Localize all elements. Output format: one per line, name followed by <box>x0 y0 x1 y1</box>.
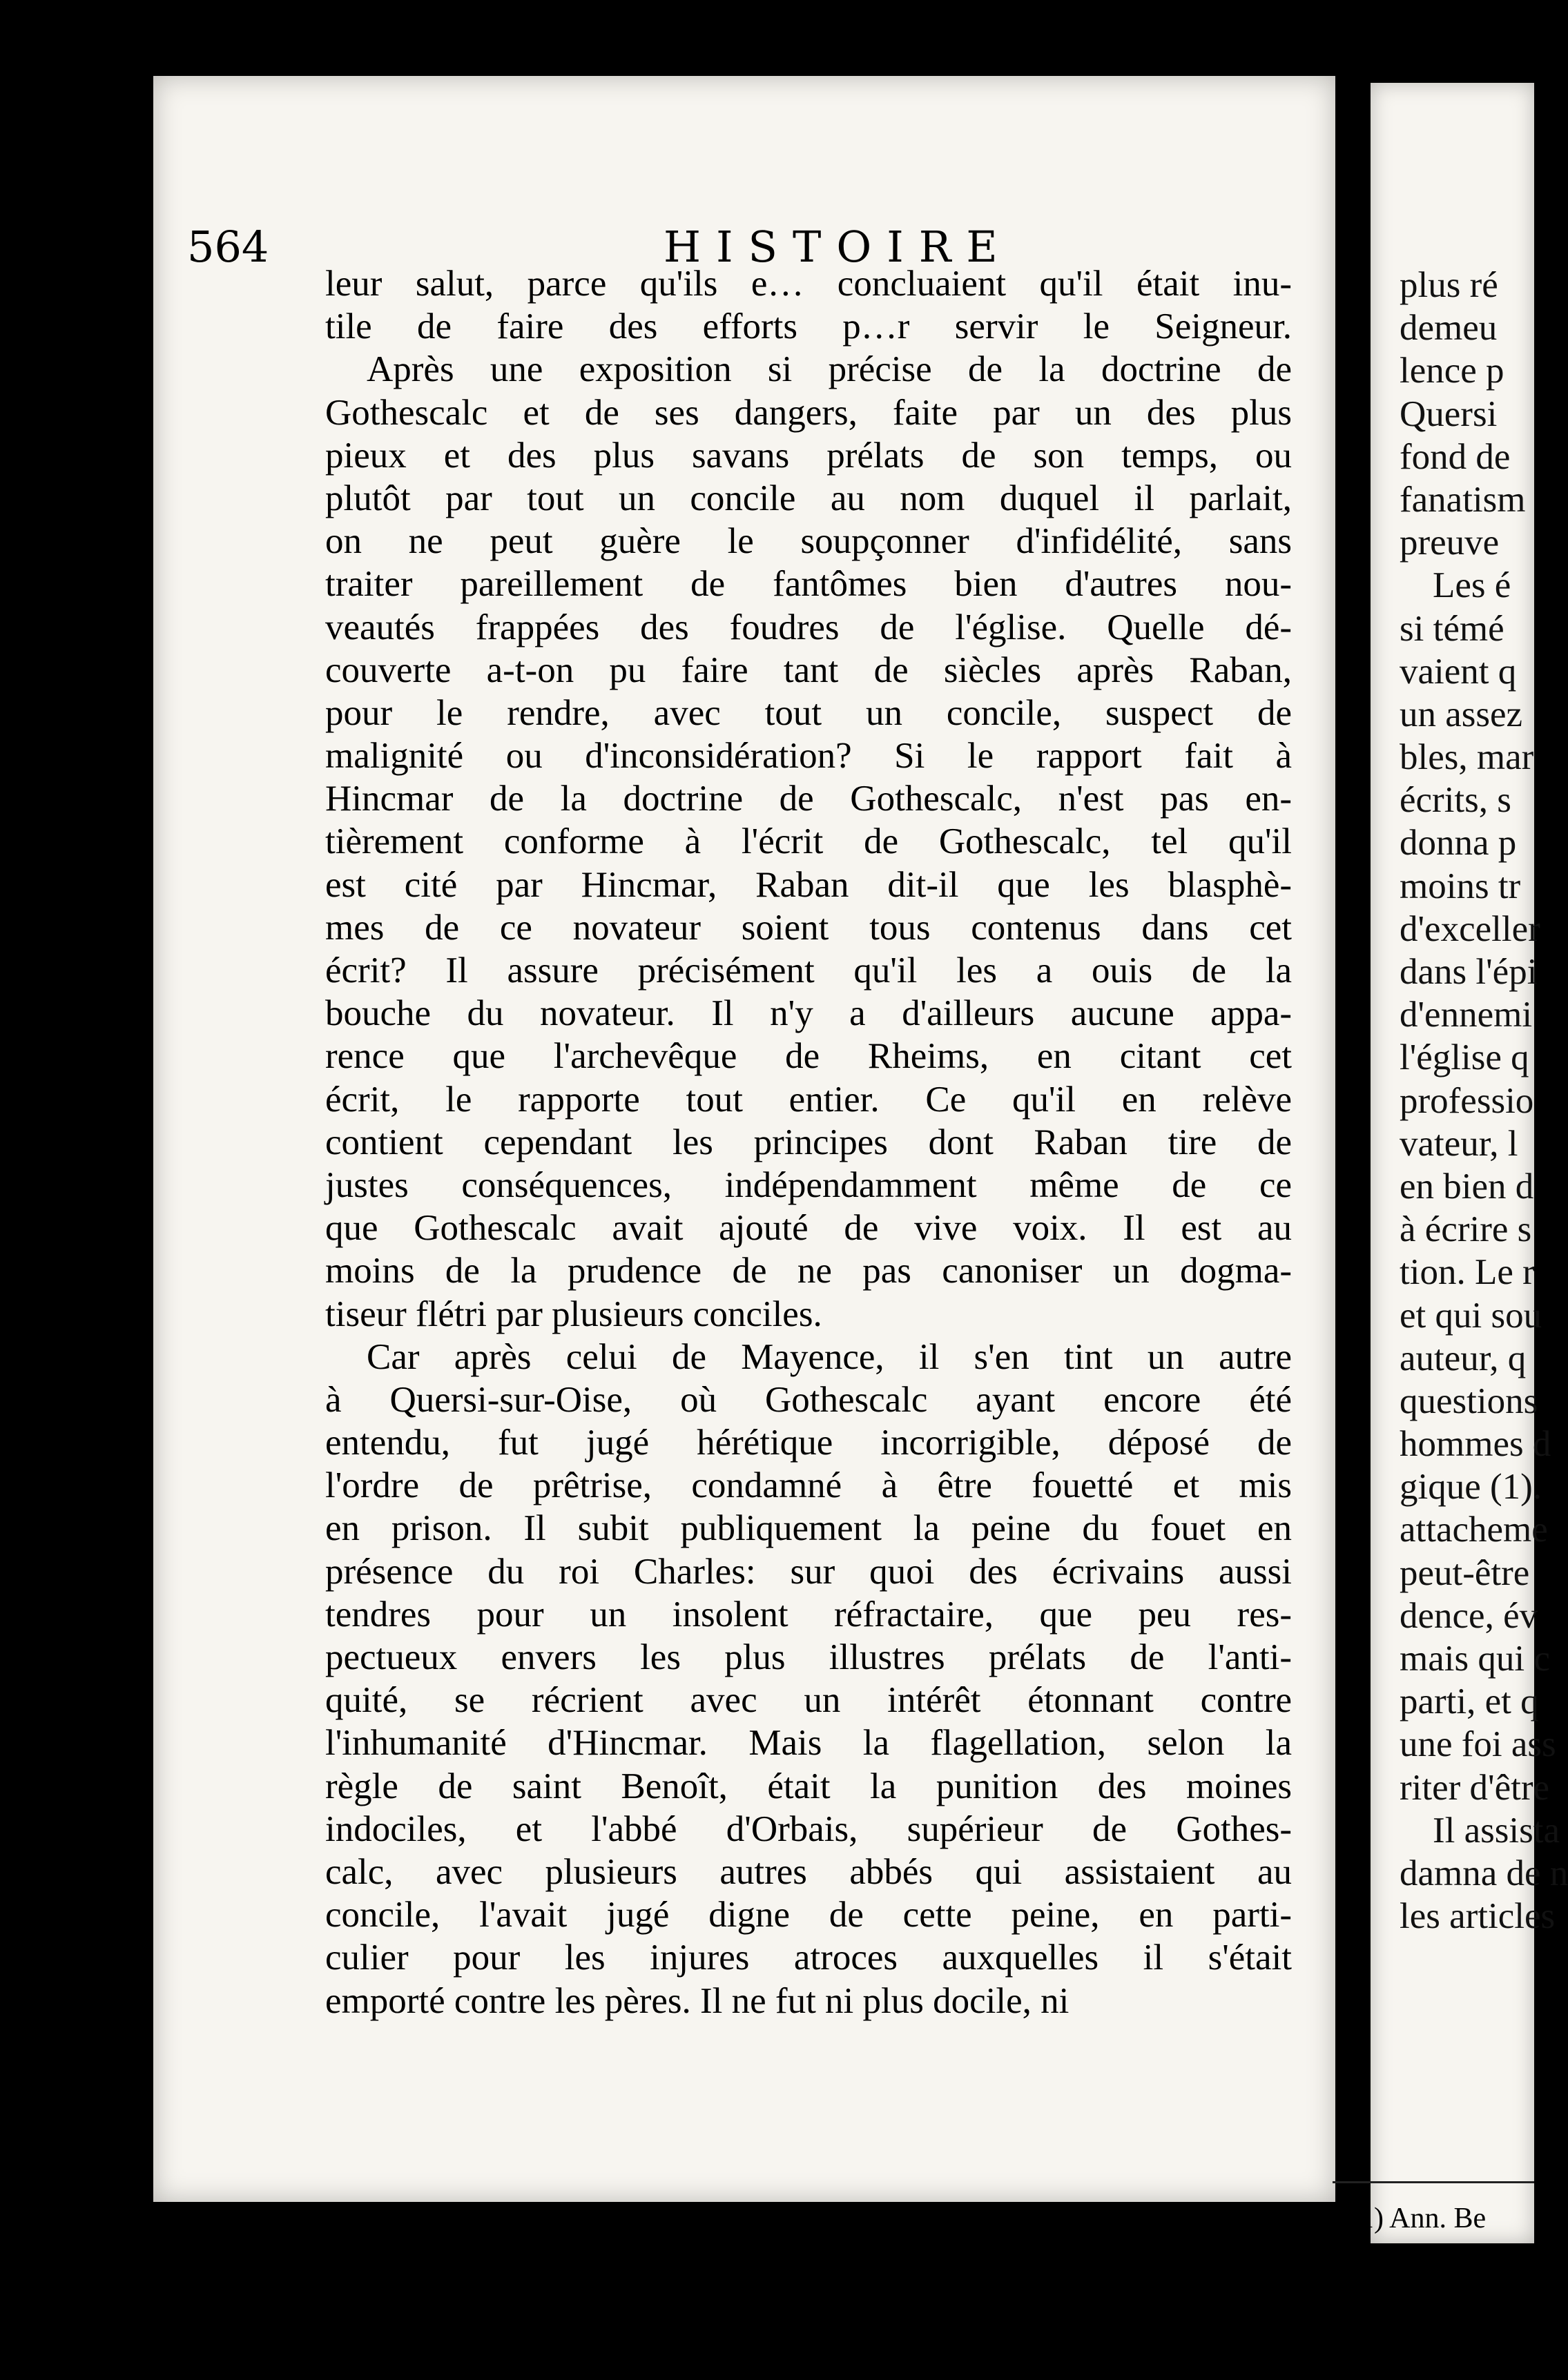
text-line: lence p <box>1400 351 1504 391</box>
text-line: mais qui c <box>1400 1639 1550 1679</box>
text-line: preuve <box>1400 523 1500 563</box>
text-line: justes conséquences, indépendamment même de ce <box>325 1164 1292 1205</box>
text-line: tile de faire des efforts p…r servir le Seigneur. <box>325 306 1292 347</box>
text-line: donna p <box>1400 823 1517 864</box>
text-line: professio <box>1400 1080 1534 1121</box>
text-line: si témé <box>1400 608 1504 649</box>
text-line: plutôt par tout un concile au nom duquel il parlait, <box>325 478 1292 518</box>
text-line: bouche du novateur. Il n'y a d'ailleurs aucune appa- <box>325 993 1292 1034</box>
text-line: présence du roi Charles: sur quoi des écrivains aussi <box>325 1551 1292 1592</box>
text-line: culier pour les injures atroces auxquelles il s'était <box>325 1938 1292 1978</box>
text-line: écrit, le rapporte tout entier. Ce qu'il en relève <box>325 1079 1292 1120</box>
text-line: rence que l'archevêque de Rheims, en citant cet <box>325 1036 1292 1077</box>
text-line: l'église q <box>1400 1037 1529 1078</box>
text-line: dans l'épi <box>1400 952 1538 992</box>
text-line: Hincmar de la doctrine de Gothescalc, n'est pas en- <box>325 779 1292 819</box>
text-line: Les é <box>1433 565 1511 606</box>
text-line: Quersi <box>1400 393 1498 434</box>
text-line: vateur, l <box>1400 1123 1518 1164</box>
text-line: peut-être <box>1400 1552 1530 1593</box>
text-line: calc, avec plusieurs autres abbés qui assistaient au <box>325 1851 1292 1892</box>
text-line: emporté contre les pères. Il ne fut ni plus docile, ni <box>325 1980 1069 2021</box>
text-line: règle de saint Benoît, était la punition des moines <box>325 1766 1292 1806</box>
text-line: d'exceller <box>1400 908 1540 949</box>
text-line: dence, év <box>1400 1595 1538 1636</box>
text-line: à Quersi-sur-Oise, où Gothescalc ayant encore été <box>325 1379 1292 1420</box>
left-body-text <box>325 262 1292 2022</box>
text-line: et qui sou <box>1400 1295 1542 1336</box>
text-line: l'ordre de prêtrise, condamné à être fouetté et mis <box>325 1465 1292 1506</box>
text-line: écrit? Il assure précisément qu'il les a ouis de la <box>325 950 1292 991</box>
text-line: couverte a-t-on pu faire tant de siècles après Raban, <box>325 650 1292 690</box>
text-line: damna de n <box>1400 1853 1568 1893</box>
right-body-text <box>1371 264 1568 1938</box>
page-number: 564 <box>187 222 269 272</box>
text-line: écrits, s <box>1400 780 1511 821</box>
text-line: est cité par Hincmar, Raban dit-il que les blasphè- <box>325 864 1292 905</box>
text-line: leur salut, parce qu'ils e… concluaient qu'il était inu- <box>325 264 1292 304</box>
text-line: pectueux envers les plus illustres prélats de l'anti- <box>325 1637 1292 1677</box>
text-line: questions <box>1400 1381 1538 1421</box>
text-line: bles, mar <box>1400 737 1534 778</box>
text-line: vaient q <box>1400 651 1517 692</box>
text-line: en prison. Il subit publiquement la peine du fouet en <box>325 1508 1292 1549</box>
text-line: plus ré <box>1400 265 1498 305</box>
text-line: fanatism <box>1400 479 1526 520</box>
text-line: traiter pareillement de fantômes bien d'autres nou- <box>325 564 1292 605</box>
text-line: tièrement conforme à l'écrit de Gothescalc, tel qu'il <box>325 821 1292 862</box>
text-line: tion. Le r <box>1400 1252 1535 1293</box>
text-line: attacheme <box>1400 1510 1548 1550</box>
text-line: gique (1). <box>1400 1467 1542 1508</box>
text-line: mes de ce novateur soient tous contenus dans cet <box>325 907 1292 948</box>
text-line: l'inhumanité d'Hincmar. Mais la flagellation, selon la <box>325 1723 1292 1764</box>
text-line: les articles <box>1400 1896 1556 1937</box>
text-line: Après une exposition si précise de la doctrine de <box>367 349 1292 390</box>
text-line: riter d'être <box>1400 1767 1549 1808</box>
text-line: en bien d <box>1400 1166 1534 1207</box>
text-line: entendu, fut jugé hérétique incorrigible, déposé de <box>325 1423 1292 1463</box>
text-line: hommes d <box>1400 1424 1551 1465</box>
footnote: (1) Ann. Be <box>1350 2203 1487 2234</box>
text-line: auteur, q <box>1400 1338 1527 1378</box>
footnote-rule <box>1333 2181 1534 2183</box>
text-line: à écrire s <box>1400 1209 1532 1250</box>
running-head: HISTOIRE <box>664 222 1013 272</box>
text-line: tendres pour un insolent réfractaire, que peu res- <box>325 1594 1292 1635</box>
text-line: pour le rendre, avec tout un concile, suspect de <box>325 692 1292 733</box>
text-line: demeu <box>1400 308 1498 349</box>
text-line: quité, se récrient avec un intérêt étonnant contre <box>325 1680 1292 1721</box>
text-line: indociles, et l'abbé d'Orbais, supérieur de Gothes- <box>325 1808 1292 1849</box>
text-line: moins de la prudence de ne pas canoniser un dogma- <box>325 1251 1292 1291</box>
text-line: on ne peut guère le soupçonner d'infidélité, sans <box>325 521 1292 562</box>
text-line: contient cependant les principes dont Raban tire de <box>325 1122 1292 1162</box>
text-line: veautés frappées des foudres de l'église. Quelle dé- <box>325 607 1292 647</box>
text-line: moins tr <box>1400 866 1521 906</box>
text-line: tiseur flétri par plusieurs conciles. <box>325 1294 822 1334</box>
text-line: Gothescalc et de ses dangers, faite par un des plus <box>325 392 1292 433</box>
text-line: d'ennemi <box>1400 995 1533 1035</box>
text-line: un assez <box>1400 694 1523 734</box>
text-line: que Gothescalc avait ajouté de vive voix. Il est au <box>325 1208 1292 1249</box>
text-line: concile, l'avait jugé digne de cette peine, en parti- <box>325 1895 1292 1935</box>
text-line: Car après celui de Mayence, il s'en tint un autre <box>367 1336 1292 1377</box>
text-line: fond de <box>1400 436 1511 477</box>
text-line: Il assista <box>1433 1810 1560 1851</box>
text-line: une foi ass <box>1400 1724 1556 1765</box>
text-line: malignité ou d'inconsidération? Si le rapport fait à <box>325 736 1292 777</box>
text-line: pieux et des plus savans prélats de son temps, ou <box>325 435 1292 476</box>
text-line: parti, et q <box>1400 1681 1539 1722</box>
